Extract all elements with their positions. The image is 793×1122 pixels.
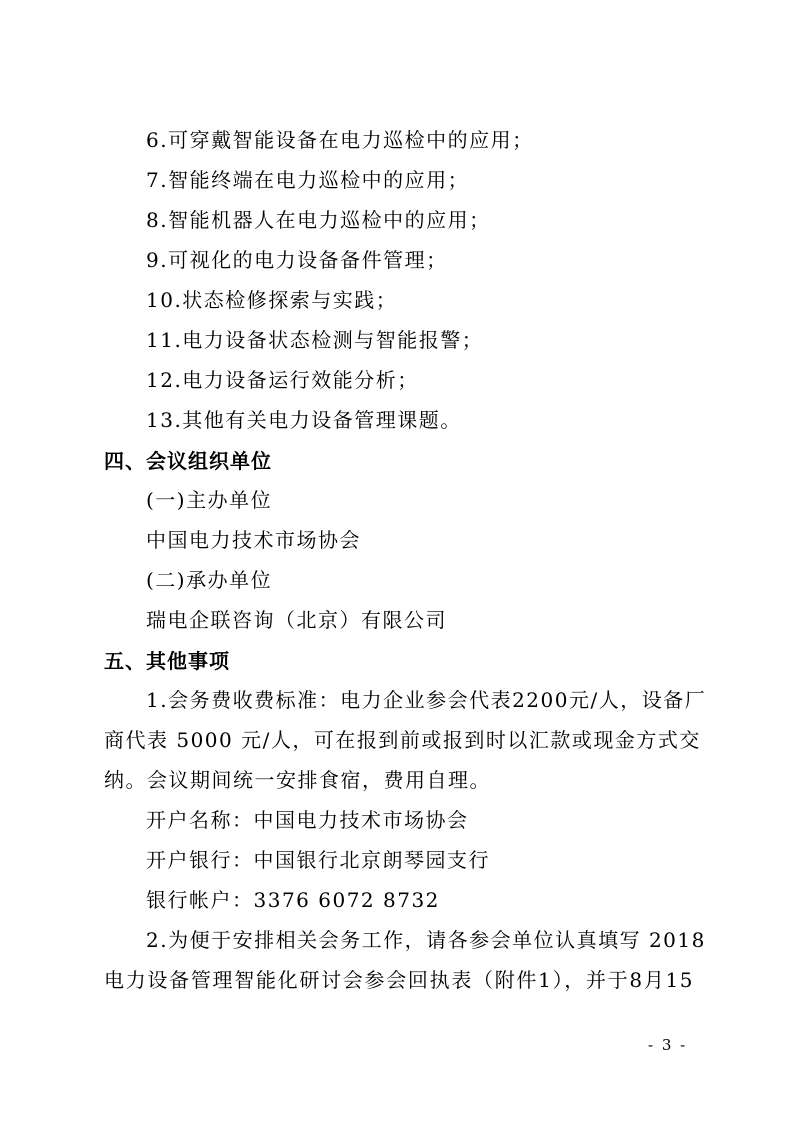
- subsection-label: (一)主办单位: [146, 488, 273, 512]
- paragraph-line: 商代表 5000 元/人，可在报到前或报到时以汇款或现金方式交: [104, 728, 701, 752]
- host-organization: 中国电力技术市场协会: [146, 528, 361, 552]
- page-number: - 3 -: [648, 1036, 688, 1054]
- list-item: 7.智能终端在电力巡检中的应用；: [146, 168, 470, 192]
- account-number: 银行帐户：3376 6072 8732: [146, 888, 440, 912]
- list-item: 13.其他有关电力设备管理课题。: [146, 408, 462, 432]
- section-heading: 五、其他事项: [104, 649, 230, 673]
- subsection-label: (二)承办单位: [146, 568, 273, 592]
- list-item: 8.智能机器人在电力巡检中的应用；: [146, 208, 491, 232]
- section-heading: 四、会议组织单位: [104, 449, 272, 473]
- paragraph-line: 纳。会议期间统一安排食宿，费用自理。: [104, 768, 491, 792]
- paragraph-line: 1.会务费收费标准：电力企业参会代表2200元/人，设备厂: [146, 688, 707, 712]
- list-item: 10.状态检修探索与实践；: [146, 288, 398, 312]
- list-item: 12.电力设备运行效能分析；: [146, 368, 419, 392]
- organizer-organization: 瑞电企联咨询（北京）有限公司: [146, 608, 447, 632]
- paragraph-line: 电力设备管理智能化研讨会参会回执表（附件1），并于8月15: [104, 968, 694, 992]
- list-item: 11.电力设备状态检测与智能报警；: [146, 328, 484, 352]
- list-item: 9.可视化的电力设备备件管理；: [146, 248, 448, 272]
- account-bank: 开户银行：中国银行北京朗琴园支行: [146, 848, 490, 872]
- list-item: 6.可穿戴智能设备在电力巡检中的应用；: [146, 128, 534, 152]
- paragraph-line: 2.为便于安排相关会务工作，请各参会单位认真填写 2018: [146, 928, 706, 952]
- account-name: 开户名称：中国电力技术市场协会: [146, 808, 469, 832]
